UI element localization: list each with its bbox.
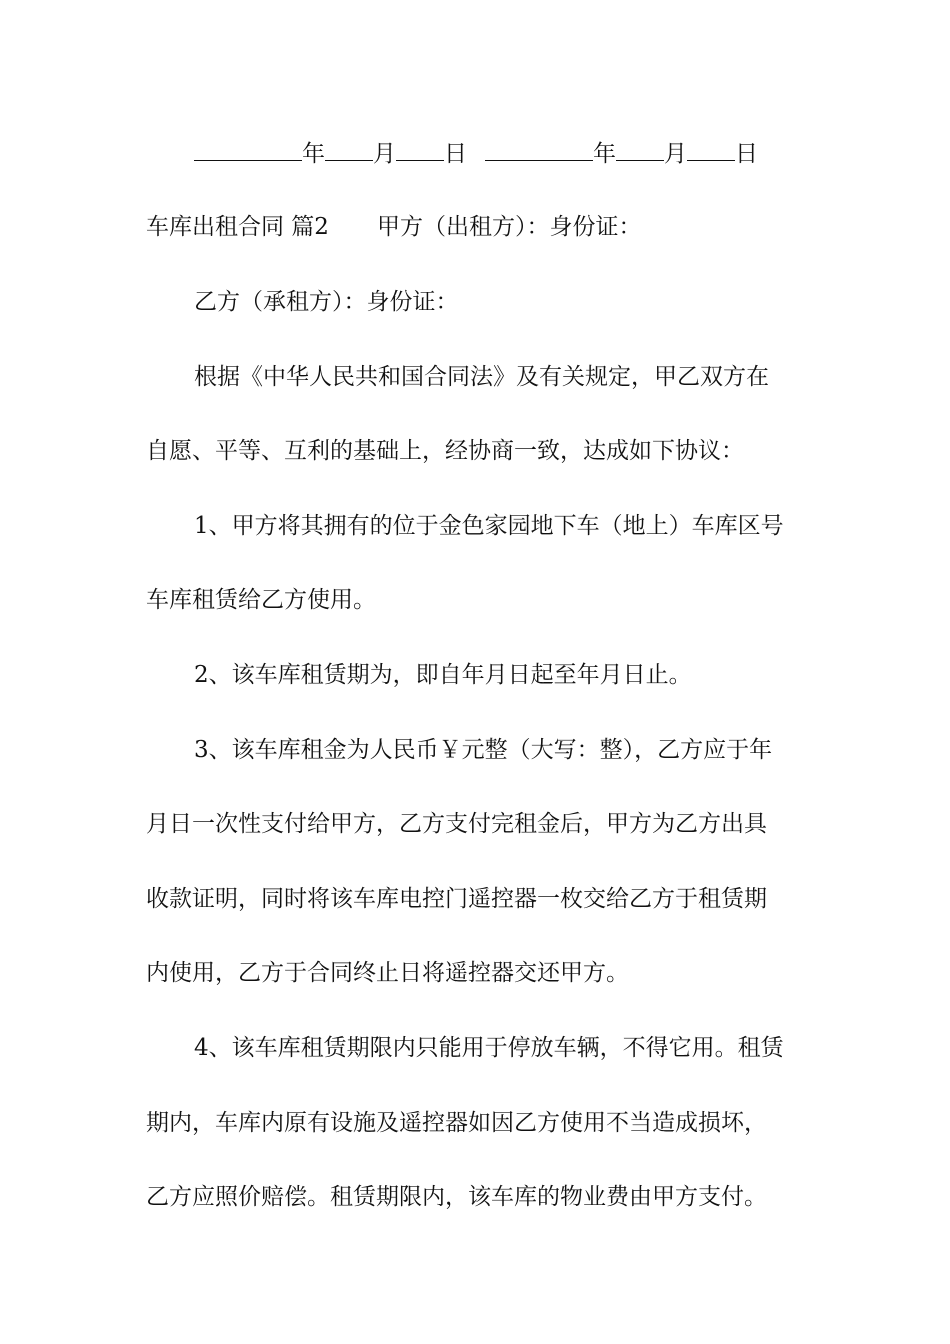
party-b-line: 乙方（承租方）：身份证： <box>194 289 459 315</box>
year-blank <box>194 138 302 161</box>
paragraph-line: 收款证明，同时将该车库电控门遥控器一枚交给乙方于租赁期 <box>146 886 767 912</box>
day-label: 日 <box>444 141 467 167</box>
signature-date-row <box>194 138 950 169</box>
paragraph-line: 自愿、平等、互利的基础上，经协商一致，达成如下协议： <box>146 438 744 464</box>
month-blank <box>616 138 664 161</box>
paragraph-line: 期内，车库内原有设施及遥控器如因乙方使用不当造成损坏， <box>146 1110 767 1136</box>
month-label: 月 <box>664 141 687 167</box>
paragraph-line: 根据《中华人民共和国合同法》及有关规定，甲乙双方在 <box>194 364 769 390</box>
month-label: 月 <box>373 141 396 167</box>
day-blank <box>396 138 444 161</box>
party-a-label: 甲方（出租方）：身份证： <box>376 214 642 240</box>
paragraph-line: 内使用，乙方于合同终止日将遥控器交还甲方。 <box>146 960 629 986</box>
day-blank <box>687 138 735 161</box>
year-blank <box>485 138 593 161</box>
month-blank <box>325 138 373 161</box>
paragraph-line: 4、该车库租赁期限内只能用于停放车辆，不得它用。租赁 <box>194 1035 784 1061</box>
paragraph-line: 乙方应照价赔偿。租赁期限内，该车库的物业费由甲方支付。 <box>146 1184 767 1210</box>
year-label: 年 <box>593 141 616 167</box>
paragraph-line: 2、该车库租赁期为，即自年月日起至年月日止。 <box>194 662 692 688</box>
year-label: 年 <box>302 141 325 167</box>
heading-line <box>146 212 950 242</box>
paragraph-line: 3、该车库租金为人民币￥元整（大写：整），乙方应于年 <box>194 737 773 763</box>
paragraph-line: 车库租赁给乙方使用。 <box>146 587 376 613</box>
day-label: 日 <box>735 141 758 167</box>
paragraph-line: 1、甲方将其拥有的位于金色家园地下车（地上）车库区号 <box>194 513 784 539</box>
paragraph-line: 月日一次性支付给甲方，乙方支付完租金后，甲方为乙方出具 <box>146 811 767 837</box>
contract-title: 车库出租合同 篇2 <box>146 214 329 240</box>
